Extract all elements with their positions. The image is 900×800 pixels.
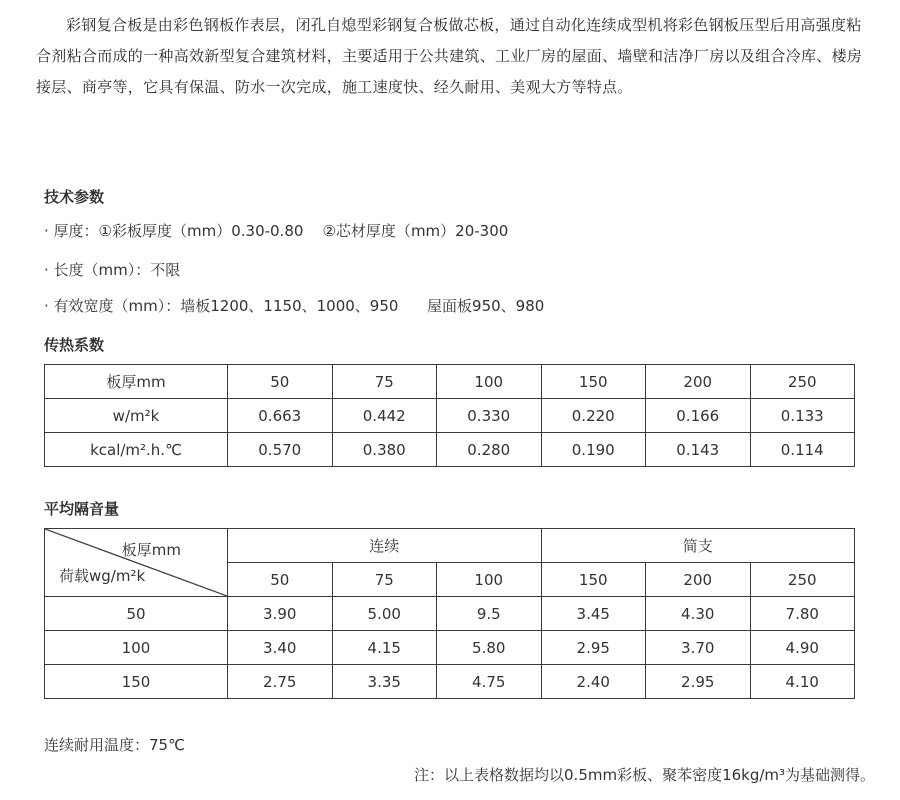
table-cell: 0.166 — [646, 399, 751, 433]
table-cell: 2.95 — [646, 665, 751, 699]
group-header-continuous: 连续 — [228, 529, 542, 563]
table-cell: 0.442 — [332, 399, 437, 433]
table-cell: 0.190 — [541, 433, 646, 467]
table-cell: 0.570 — [228, 433, 333, 467]
table-cell: 4.15 — [332, 631, 437, 665]
param-length: · 长度（mm）：不限 — [44, 261, 181, 279]
table-cell: 板厚mm — [45, 365, 228, 399]
tech-params-heading: 技术参数 — [44, 188, 105, 206]
table-cell: 0.280 — [437, 433, 542, 467]
group-header-simple: 简支 — [541, 529, 855, 563]
corner-label-thickness: 板厚mm — [121, 541, 181, 559]
table-cell: 4.90 — [750, 631, 855, 665]
sound-insulation-table — [44, 528, 855, 699]
table-cell: 0.663 — [228, 399, 333, 433]
table-row — [45, 399, 855, 433]
table-cell: 0.143 — [646, 433, 751, 467]
sound-insulation-heading: 平均隔音量 — [44, 500, 120, 518]
table-cell: 100 — [437, 563, 542, 597]
table-cell: 7.80 — [750, 597, 855, 631]
table-cell: 3.70 — [646, 631, 751, 665]
table-cell: 150 — [541, 563, 646, 597]
table-cell: 9.5 — [437, 597, 542, 631]
heat-transfer-heading: 传热系数 — [44, 336, 105, 354]
table-cell: 75 — [332, 563, 437, 597]
table-cell: 250 — [750, 365, 855, 399]
table-cell: 3.45 — [541, 597, 646, 631]
param-thickness: · 厚度：①彩板厚度（mm）0.30-0.80 ②芯材厚度（mm）20-300 — [44, 222, 509, 240]
table-cell: 2.75 — [228, 665, 333, 699]
continuous-temperature: 连续耐用温度：75℃ — [44, 736, 185, 754]
table-row — [45, 597, 855, 631]
table-cell: 5.80 — [437, 631, 542, 665]
table-cell: 100 — [437, 365, 542, 399]
table-cell: 0.330 — [437, 399, 542, 433]
diagonal-header-cell — [45, 529, 228, 597]
table-cell: 4.30 — [646, 597, 751, 631]
table-row — [45, 529, 855, 563]
table-cell: w/m²k — [45, 399, 228, 433]
table-cell: 200 — [646, 563, 751, 597]
intro-paragraph: 彩钢复合板是由彩色钢板作表层，闭孔自熄型彩钢复合板做芯板，通过自动化连续成型机将彩色钢板压型后用高强度粘合剂粘合而成的一种高效新型复合建筑材料，主要适用于公共建筑、工业厂房的屋面、墙壁和洁净厂房以及组合冷库、楼房接层、商亭等，它具有保温、防水一次完成，施工速度快、经久耐用、美观大方等特点。 — [36, 16, 863, 96]
table-cell: 3.35 — [332, 665, 437, 699]
table-cell: 75 — [332, 365, 437, 399]
table-cell: 2.40 — [541, 665, 646, 699]
table-cell: 150 — [541, 365, 646, 399]
table-cell: 3.90 — [228, 597, 333, 631]
table-row — [45, 433, 855, 467]
table-cell: 5.00 — [332, 597, 437, 631]
table-cell: 0.114 — [750, 433, 855, 467]
table-cell: 50 — [45, 597, 228, 631]
table-cell: 250 — [750, 563, 855, 597]
table-cell: 50 — [228, 563, 333, 597]
table-row — [45, 631, 855, 665]
table-cell: 4.10 — [750, 665, 855, 699]
table-cell: 100 — [45, 631, 228, 665]
table-cell: 0.133 — [750, 399, 855, 433]
table-row — [45, 365, 855, 399]
heat-transfer-table — [44, 364, 855, 467]
table-cell: 0.220 — [541, 399, 646, 433]
table-cell: 200 — [646, 365, 751, 399]
table-row — [45, 665, 855, 699]
footnote: 注：以上表格数据均以0.5mm彩板、聚苯密度16kg/m³为基础测得。 — [414, 766, 876, 784]
table-cell: 50 — [228, 365, 333, 399]
table-cell: kcal/m².h.℃ — [45, 433, 228, 467]
param-width: · 有效宽度（mm）：墙板1200、1150、1000、950 屋面板950、980 — [44, 297, 545, 315]
table-cell: 150 — [45, 665, 228, 699]
table-cell: 4.75 — [437, 665, 542, 699]
table-cell: 3.40 — [228, 631, 333, 665]
table-cell: 2.95 — [541, 631, 646, 665]
table-cell: 0.380 — [332, 433, 437, 467]
corner-label-load: 荷载wg/m²k — [59, 567, 146, 585]
